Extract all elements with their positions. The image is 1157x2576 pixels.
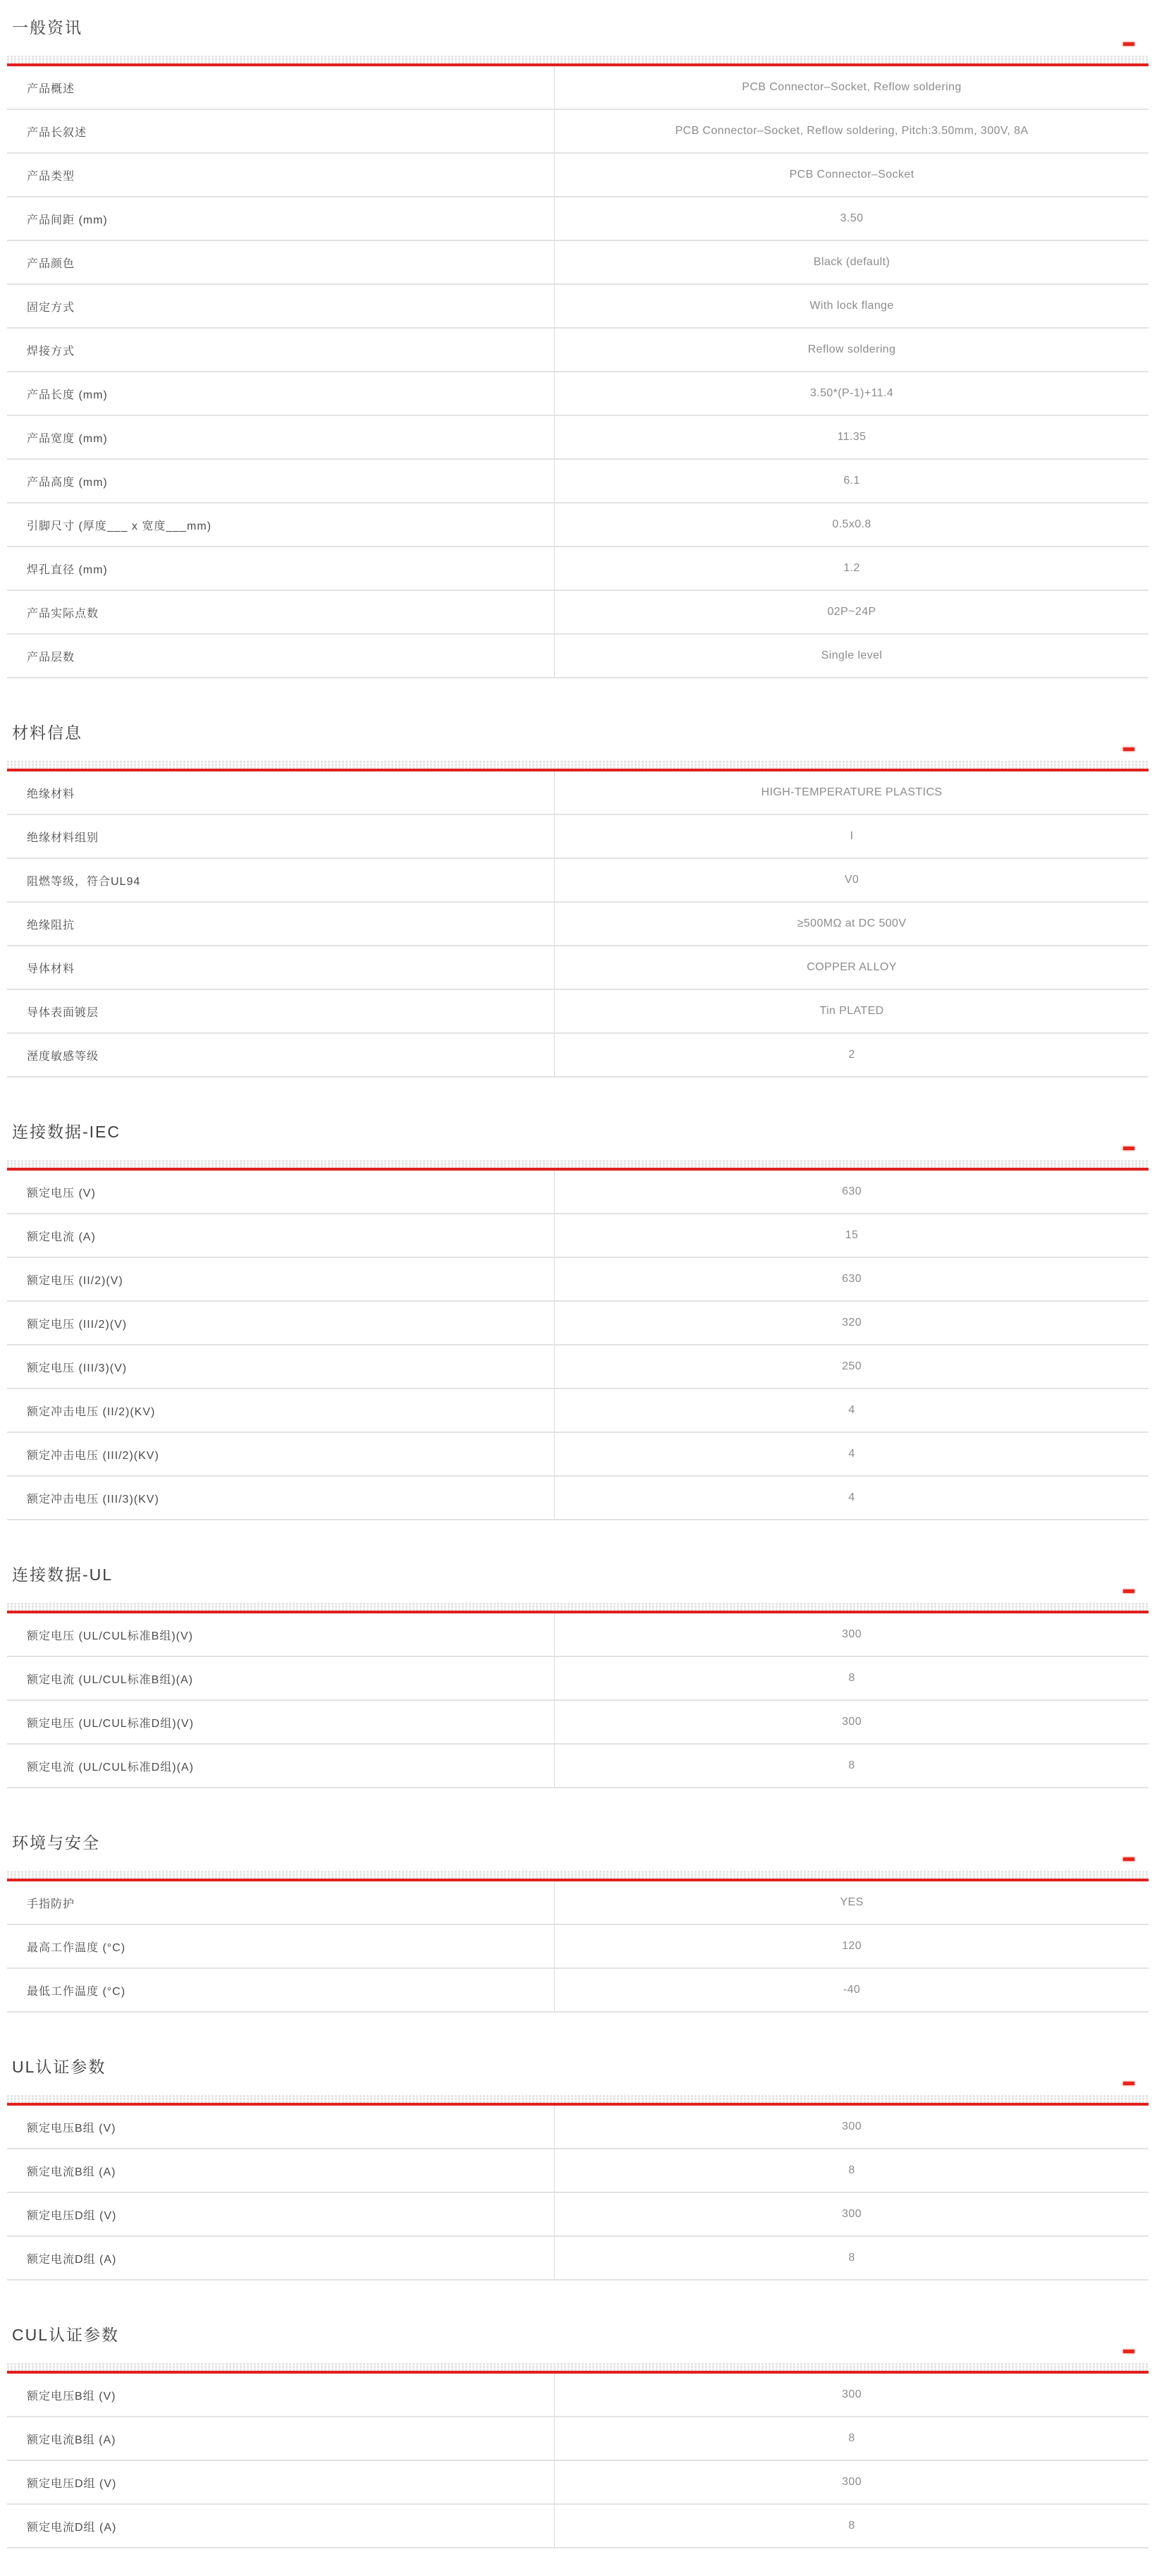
spec-section <box>7 1833 1149 2013</box>
spec-value: 11.35 <box>837 431 867 443</box>
spec-label: 产品宽度 (mm) <box>7 416 555 458</box>
spec-label: 额定电压 (UL/CUL标准B组)(V) <box>7 1613 555 1656</box>
spec-section <box>7 1565 1149 1788</box>
spec-label: 额定电流D组 (A) <box>7 2505 555 2547</box>
spec-value: YES <box>840 1896 864 1908</box>
spec-label: 固定方式 <box>7 285 555 327</box>
table-row <box>7 2193 1149 2237</box>
minus-icon[interactable] <box>1123 747 1134 751</box>
spec-value: 630 <box>842 1273 862 1285</box>
table-row <box>7 372 1149 416</box>
spec-value: 4 <box>848 1404 855 1416</box>
table-row <box>7 1214 1149 1258</box>
minus-icon[interactable] <box>1123 1147 1134 1150</box>
table-row <box>7 2417 1149 2461</box>
table-row <box>7 1657 1149 1701</box>
spec-label: 产品高度 (mm) <box>7 460 555 502</box>
spec-label: 手指防护 <box>7 1881 555 1924</box>
spec-value: 8 <box>848 2520 855 2532</box>
spec-value: 300 <box>842 2476 862 2488</box>
spec-value: 300 <box>842 2208 862 2220</box>
spec-value: ≥500MΩ at DC 500V <box>797 917 907 929</box>
spec-value: 8 <box>848 2164 855 2176</box>
spec-label: 绝缘阻抗 <box>7 903 555 945</box>
spec-label: 最高工作温度 (°C) <box>7 1925 555 1967</box>
table-row <box>7 197 1149 241</box>
spec-label: 产品颜色 <box>7 241 555 283</box>
texture-band <box>7 56 1149 63</box>
spec-section <box>7 2326 1149 2548</box>
spec-label: 额定电压D组 (V) <box>7 2193 555 2235</box>
spec-value: 8 <box>848 1759 855 1771</box>
spec-label: 额定冲击电压 (III/3)(KV) <box>7 1477 555 1519</box>
spec-table <box>7 1613 1149 1788</box>
collapse-row <box>7 2350 1149 2353</box>
spec-value: 8 <box>848 2252 855 2264</box>
spec-label: 绝缘材料 <box>7 771 555 814</box>
product-spec-page <box>7 0 1149 2548</box>
spec-table <box>7 1171 1149 1520</box>
spec-label: 额定电压B组 (V) <box>7 2374 555 2416</box>
table-row <box>7 110 1149 154</box>
spec-table <box>7 1881 1149 2013</box>
spec-label: 产品概述 <box>7 66 555 109</box>
spec-value: 320 <box>842 1317 862 1329</box>
spec-label: 产品层数 <box>7 635 555 677</box>
spec-label: 溼度敏感等级 <box>7 1034 555 1076</box>
section-title: CUL认证参数 <box>12 2326 120 2344</box>
spec-label: 额定电流B组 (A) <box>7 2149 555 2192</box>
table-row <box>7 329 1149 372</box>
table-row <box>7 1258 1149 1302</box>
spec-value: 02P~24P <box>827 606 876 618</box>
spec-section <box>7 724 1149 1078</box>
spec-value: 250 <box>842 1360 862 1372</box>
spec-value: Single level <box>821 649 883 661</box>
collapse-row <box>7 1857 1149 1861</box>
spec-label: 额定电流D组 (A) <box>7 2237 555 2279</box>
table-row <box>7 1745 1149 1788</box>
spec-value: With lock flange <box>809 300 894 312</box>
table-row <box>7 1701 1149 1745</box>
table-row <box>7 66 1149 110</box>
spec-value: 2 <box>848 1049 855 1061</box>
spec-label: 产品类型 <box>7 154 555 196</box>
texture-band <box>7 761 1149 769</box>
spec-value: 4 <box>848 1491 855 1503</box>
section-title: 材料信息 <box>12 724 82 742</box>
table-row <box>7 1345 1149 1389</box>
table-row <box>7 1302 1149 1345</box>
spec-label: 额定电压D组 (V) <box>7 2461 555 2503</box>
spec-value: 8 <box>848 2432 855 2444</box>
spec-label: 导体表面镀层 <box>7 990 555 1032</box>
table-row <box>7 815 1149 859</box>
spec-section <box>7 1123 1149 1520</box>
table-row <box>7 416 1149 460</box>
table-row <box>7 1881 1149 1925</box>
table-row <box>7 503 1149 547</box>
spec-label: 焊孔直径 (mm) <box>7 547 555 590</box>
collapse-row <box>7 42 1149 46</box>
table-row <box>7 2505 1149 2548</box>
collapse-row <box>7 1147 1149 1150</box>
spec-value: 630 <box>842 1185 862 1197</box>
table-row <box>7 2106 1149 2149</box>
spec-label: 额定电压 (III/3)(V) <box>7 1345 555 1388</box>
spec-label: 额定电流 (UL/CUL标准D组)(A) <box>7 1745 555 1787</box>
table-row <box>7 1389 1149 1433</box>
spec-label: 绝缘材料组别 <box>7 815 555 857</box>
minus-icon[interactable] <box>1123 42 1134 46</box>
spec-label: 额定冲击电压 (II/2)(KV) <box>7 1389 555 1432</box>
table-row <box>7 1613 1149 1657</box>
texture-band <box>7 1160 1149 1168</box>
spec-value: -40 <box>843 1984 861 1996</box>
table-row <box>7 547 1149 591</box>
section-title: UL认证参数 <box>12 2058 106 2076</box>
spec-value: 4 <box>848 1448 855 1460</box>
spec-label: 最低工作温度 (°C) <box>7 1969 555 2011</box>
spec-value: 6.1 <box>843 475 860 487</box>
spec-value: 300 <box>842 1628 862 1640</box>
spec-label: 产品长度 (mm) <box>7 372 555 415</box>
spec-label: 额定电压B组 (V) <box>7 2106 555 2148</box>
section-title: 一般资讯 <box>12 18 82 37</box>
collapse-row <box>7 2082 1149 2085</box>
spec-value: 3.50 <box>840 212 864 224</box>
spec-value: 300 <box>842 1716 862 1728</box>
spec-label: 产品长叙述 <box>7 110 555 152</box>
table-row <box>7 591 1149 635</box>
spec-value: 15 <box>845 1229 859 1241</box>
table-row <box>7 1477 1149 1520</box>
table-row <box>7 1925 1149 1969</box>
spec-value: PCB Connector–Socket, Reflow soldering <box>742 81 962 93</box>
table-row <box>7 285 1149 329</box>
collapse-row <box>7 1589 1149 1593</box>
section-title: 连接数据-IEC <box>12 1123 121 1141</box>
spec-value: HIGH-TEMPERATURE PLASTICS <box>761 786 943 798</box>
minus-icon[interactable] <box>1123 1589 1134 1593</box>
spec-label: 额定电压 (UL/CUL标准D组)(V) <box>7 1701 555 1743</box>
spec-label: 产品实际点数 <box>7 591 555 633</box>
texture-band <box>7 1603 1149 1611</box>
texture-band <box>7 2095 1149 2103</box>
spec-section <box>7 2058 1149 2281</box>
spec-table <box>7 2106 1149 2281</box>
table-row <box>7 2149 1149 2193</box>
spec-label: 额定冲击电压 (III/2)(KV) <box>7 1433 555 1475</box>
spec-label: 焊接方式 <box>7 329 555 371</box>
spec-value: 300 <box>842 2120 862 2132</box>
spec-value: 1.2 <box>843 562 860 574</box>
minus-icon[interactable] <box>1123 2350 1134 2353</box>
spec-value: Reflow soldering <box>807 343 896 355</box>
spec-value: Black (default) <box>813 256 890 268</box>
spec-label: 额定电流B组 (A) <box>7 2417 555 2460</box>
table-row <box>7 2461 1149 2505</box>
table-row <box>7 946 1149 990</box>
table-row <box>7 1969 1149 2013</box>
minus-icon[interactable] <box>1123 1857 1134 1861</box>
spec-label: 额定电流 (A) <box>7 1214 555 1257</box>
spec-label: 阻燃等级，符合UL94 <box>7 859 555 901</box>
section-title: 连接数据-UL <box>12 1565 114 1584</box>
spec-label: 导体材料 <box>7 946 555 989</box>
table-row <box>7 154 1149 197</box>
texture-band <box>7 2363 1149 2371</box>
spec-value: PCB Connector–Socket, Reflow soldering, Pitch:3.50mm, 300V, 8A <box>675 125 1029 137</box>
minus-icon[interactable] <box>1123 2082 1134 2085</box>
spec-value: 300 <box>842 2388 862 2400</box>
spec-value: COPPER ALLOY <box>807 961 897 973</box>
spec-value: V0 <box>844 874 859 886</box>
section-title: 环境与安全 <box>12 1833 100 1852</box>
spec-label: 产品间距 (mm) <box>7 197 555 240</box>
table-row <box>7 1034 1149 1078</box>
spec-value: 8 <box>848 1672 855 1684</box>
table-row <box>7 2237 1149 2281</box>
spec-label: 额定电压 (V) <box>7 1171 555 1213</box>
spec-value: Tin PLATED <box>819 1005 884 1017</box>
table-row <box>7 1171 1149 1214</box>
spec-label: 额定电压 (III/2)(V) <box>7 1302 555 1344</box>
spec-label: 引脚尺寸 (厚度___ x 宽度___mm) <box>7 503 555 546</box>
spec-label: 额定电流 (UL/CUL标准B组)(A) <box>7 1657 555 1699</box>
texture-band <box>7 1871 1149 1879</box>
table-row <box>7 1433 1149 1477</box>
spec-value: I <box>850 830 854 842</box>
spec-value: 0.5x0.8 <box>832 518 871 530</box>
table-row <box>7 859 1149 903</box>
table-row <box>7 635 1149 678</box>
table-row <box>7 771 1149 815</box>
spec-label: 额定电压 (II/2)(V) <box>7 1258 555 1300</box>
spec-value: PCB Connector–Socket <box>789 169 914 181</box>
table-row <box>7 903 1149 946</box>
spec-table <box>7 771 1149 1078</box>
spec-value: 3.50*(P-1)+11.4 <box>809 387 894 399</box>
table-row <box>7 2374 1149 2417</box>
spec-table <box>7 2374 1149 2548</box>
collapse-row <box>7 747 1149 751</box>
spec-section <box>7 18 1149 678</box>
table-row <box>7 460 1149 503</box>
spec-value: 120 <box>842 1940 862 1952</box>
table-row <box>7 990 1149 1034</box>
table-row <box>7 241 1149 285</box>
spec-table <box>7 66 1149 678</box>
